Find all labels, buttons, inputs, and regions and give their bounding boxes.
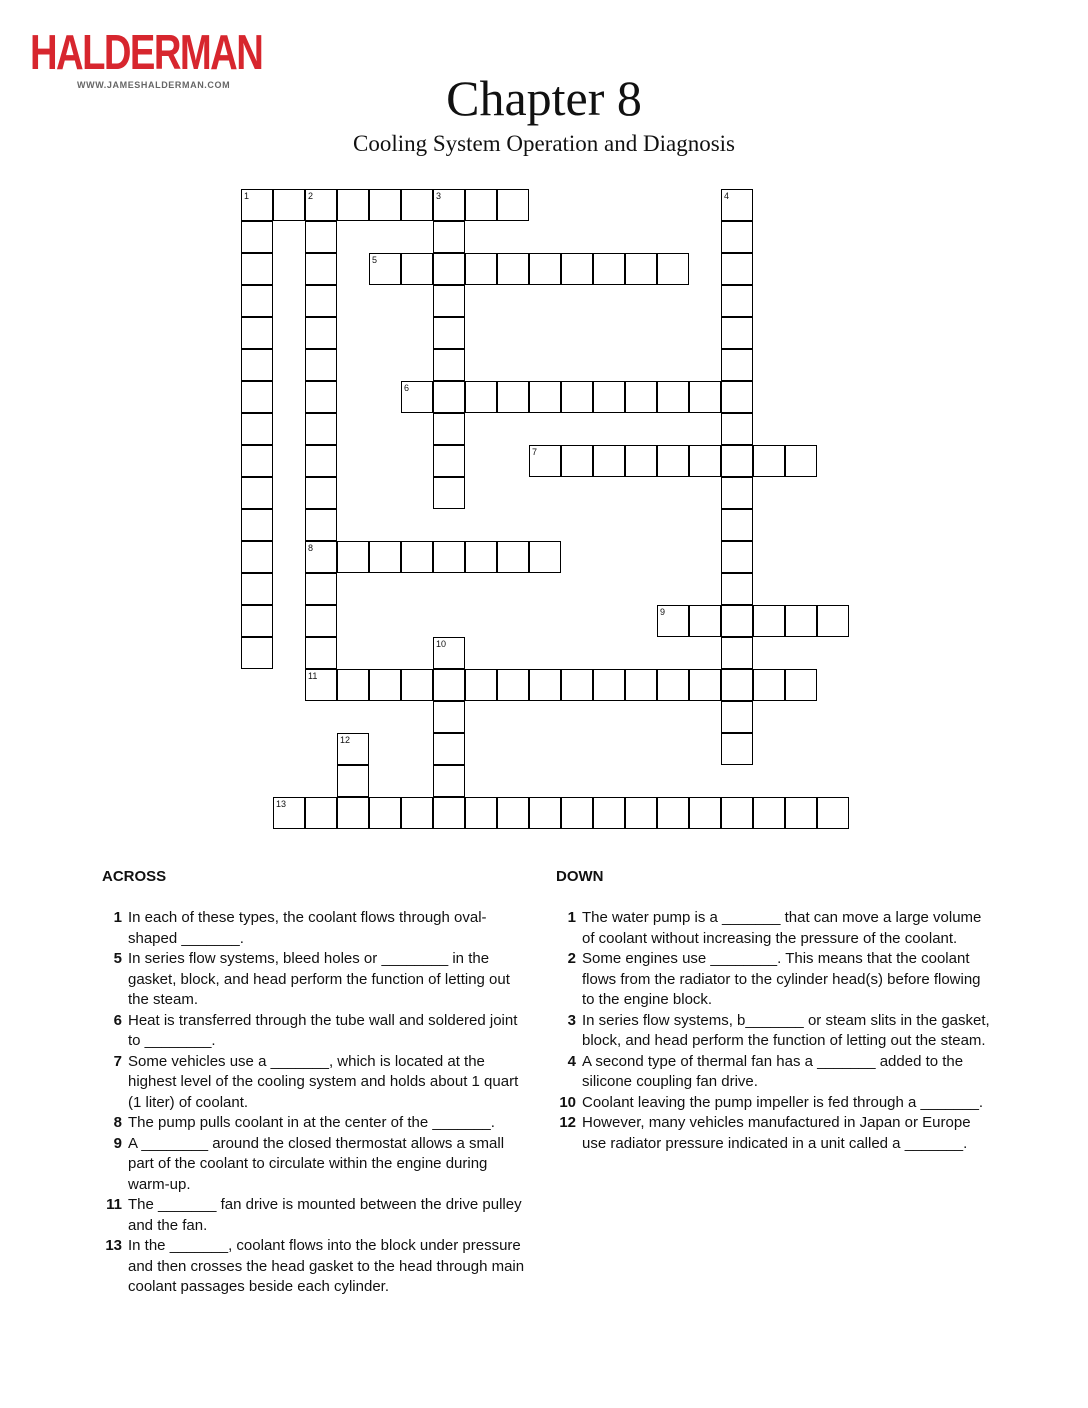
cell-number: 1 — [244, 191, 250, 201]
crossword-cell[interactable] — [529, 669, 561, 701]
crossword-cell[interactable] — [721, 637, 753, 669]
crossword-cell[interactable] — [497, 541, 529, 573]
crossword-cell[interactable] — [401, 541, 433, 573]
crossword-cell[interactable] — [401, 669, 433, 701]
crossword-cell[interactable] — [433, 733, 465, 765]
crossword-cell[interactable] — [817, 797, 849, 829]
crossword-cell[interactable] — [721, 253, 753, 285]
clue-text: The water pump is a _______ that can move a large volume of coolant without increasing the pressure of the coolant. — [582, 909, 982, 947]
crossword-cell[interactable] — [305, 573, 337, 605]
down-clue-list — [552, 908, 992, 1154]
down-clue — [552, 908, 992, 949]
crossword-cell[interactable] — [401, 381, 433, 413]
clue-text: In the _______, coolant flows into the block under pressure and then crosses the head gasket to the head through main coolant passages beside each cylinder. — [128, 1237, 525, 1295]
clue-text: However, many vehicles manufactured in Japan or Europe use radiator pressure indicated in a unit called a _______. — [582, 1114, 971, 1152]
crossword-cell[interactable] — [433, 445, 465, 477]
down-clue — [552, 1113, 992, 1154]
crossword-cell[interactable] — [817, 605, 849, 637]
cell-number: 9 — [660, 607, 666, 617]
clue-text: The _______ fan drive is mounted between the drive pulley and the fan. — [128, 1196, 522, 1234]
clue-number: 9 — [113, 1134, 122, 1152]
clue-number: 5 — [113, 950, 122, 967]
crossword-cell[interactable] — [241, 541, 273, 573]
crossword-cell[interactable] — [721, 349, 753, 381]
crossword-cell[interactable] — [433, 541, 465, 573]
clue-number: 1 — [567, 909, 576, 926]
crossword-cell[interactable] — [369, 797, 401, 829]
crossword-cell[interactable] — [561, 797, 593, 829]
clue-text: Coolant leaving the pump impeller is fed through a _______. — [582, 1093, 984, 1111]
crossword-cell[interactable] — [593, 445, 625, 477]
crossword-cell[interactable] — [657, 605, 689, 637]
crossword-cell[interactable] — [625, 669, 657, 701]
crossword-cell[interactable] — [337, 541, 369, 573]
across-clue-list — [98, 908, 528, 1298]
crossword-cell[interactable] — [241, 285, 273, 317]
crossword-cell[interactable] — [657, 669, 689, 701]
crossword-cell[interactable] — [401, 797, 433, 829]
crossword-cell[interactable] — [433, 189, 465, 221]
crossword-cell[interactable] — [689, 381, 721, 413]
crossword-cell[interactable] — [529, 541, 561, 573]
crossword-cell[interactable] — [721, 541, 753, 573]
crossword-cell[interactable] — [721, 445, 753, 477]
crossword-cell[interactable] — [305, 541, 337, 573]
crossword-cell[interactable] — [369, 669, 401, 701]
crossword-cell[interactable] — [241, 413, 273, 445]
crossword-cell[interactable] — [561, 253, 593, 285]
crossword-cell[interactable] — [721, 189, 753, 221]
crossword-cell[interactable] — [241, 381, 273, 413]
clue-text: In series flow systems, b_______ or steam slits in the gasket, block, and head perform the function of letting out the steam. — [582, 1011, 990, 1049]
crossword-cell[interactable] — [625, 797, 657, 829]
crossword-cell[interactable] — [529, 797, 561, 829]
crossword-cell[interactable] — [753, 445, 785, 477]
crossword-cell[interactable] — [241, 349, 273, 381]
cell-number: 7 — [532, 447, 538, 457]
crossword-cell[interactable] — [593, 669, 625, 701]
crossword-cell[interactable] — [561, 445, 593, 477]
crossword-cell[interactable] — [433, 253, 465, 285]
crossword-cell[interactable] — [433, 765, 465, 797]
cell-number: 13 — [276, 799, 287, 809]
crossword-cell[interactable] — [305, 381, 337, 413]
crossword-cell[interactable] — [497, 381, 529, 413]
crossword-cell[interactable] — [337, 765, 369, 797]
crossword-cell[interactable] — [305, 349, 337, 381]
across-clue — [98, 1195, 528, 1236]
crossword-cell[interactable] — [369, 253, 401, 285]
cell-number: 5 — [372, 255, 378, 265]
clue-text: A ________ around the closed thermostat allows a small part of the coolant to circulate within the engine during warm-up. — [128, 1134, 505, 1193]
crossword-cell[interactable] — [497, 797, 529, 829]
crossword-cell[interactable] — [241, 221, 273, 253]
clue-text: In series flow systems, bleed holes or ________ in the gasket, block, and head perform the function of letting out the steam. — [128, 950, 510, 1008]
crossword-cell[interactable] — [625, 381, 657, 413]
clue-number: 2 — [567, 950, 576, 967]
crossword-cell[interactable] — [369, 541, 401, 573]
crossword-cell[interactable] — [433, 381, 465, 413]
cell-number: 12 — [340, 735, 351, 745]
crossword-cell[interactable] — [721, 221, 753, 253]
crossword-cell[interactable] — [305, 189, 337, 221]
clue-number: 7 — [113, 1052, 122, 1070]
crossword-cell[interactable] — [465, 253, 497, 285]
down-clue — [552, 1093, 992, 1114]
crossword-cell[interactable] — [753, 797, 785, 829]
clue-number: 11 — [106, 1196, 122, 1213]
crossword-cell[interactable] — [529, 381, 561, 413]
clue-number: 1 — [113, 909, 122, 926]
cell-number: 10 — [436, 639, 447, 649]
crossword-cell[interactable] — [241, 573, 273, 605]
crossword-cell[interactable] — [785, 669, 817, 701]
clue-number: 3 — [567, 1011, 576, 1029]
clue-number: 10 — [559, 1093, 576, 1111]
crossword-cell[interactable] — [689, 445, 721, 477]
crossword-cell[interactable] — [305, 253, 337, 285]
crossword-cell[interactable] — [273, 797, 305, 829]
clue-text: Some engines use ________. This means that the coolant flows from the radiator to the cylinder head(s) before flowing to the engine block. — [582, 950, 981, 1008]
across-clue — [98, 908, 528, 949]
crossword-cell[interactable] — [433, 349, 465, 381]
down-clue — [552, 1052, 992, 1093]
crossword-cell[interactable] — [337, 189, 369, 221]
clue-text: The pump pulls coolant in at the center of the _______. — [128, 1114, 495, 1131]
crossword-cell[interactable] — [785, 797, 817, 829]
crossword-cell[interactable] — [433, 797, 465, 829]
crossword-cell[interactable] — [721, 381, 753, 413]
page-subtitle: Cooling System Operation and Diagnosis — [352, 131, 736, 156]
crossword-cell[interactable] — [305, 221, 337, 253]
crossword-cell[interactable] — [753, 669, 785, 701]
crossword-cell[interactable] — [721, 509, 753, 541]
crossword-cell[interactable] — [465, 669, 497, 701]
crossword-cell[interactable] — [337, 733, 369, 765]
crossword-cell[interactable] — [721, 733, 753, 765]
crossword-cell[interactable] — [657, 253, 689, 285]
down-clue — [552, 1011, 992, 1052]
clue-text: In each of these types, the coolant flows through oval-shaped _______. — [128, 909, 487, 947]
page-title: Chapter 8 — [446, 70, 642, 126]
crossword-cell[interactable] — [433, 285, 465, 317]
crossword-cell[interactable] — [337, 797, 369, 829]
crossword-cell[interactable] — [305, 509, 337, 541]
crossword-cell[interactable] — [529, 445, 561, 477]
crossword-cell[interactable] — [721, 477, 753, 509]
crossword-cell[interactable] — [465, 797, 497, 829]
cell-number: 11 — [308, 671, 318, 681]
crossword-cell[interactable] — [241, 189, 273, 221]
crossword-cell[interactable] — [657, 445, 689, 477]
across-clue — [98, 949, 528, 1011]
across-heading: ACROSS — [102, 868, 167, 885]
crossword-cell[interactable] — [721, 797, 753, 829]
crossword-cell[interactable] — [433, 669, 465, 701]
crossword-cell[interactable] — [241, 605, 273, 637]
crossword-cell[interactable] — [433, 701, 465, 733]
cell-number: 3 — [436, 191, 442, 201]
cell-number: 2 — [308, 191, 314, 201]
crossword-cell[interactable] — [593, 253, 625, 285]
crossword-cell[interactable] — [433, 477, 465, 509]
down-clue — [552, 949, 992, 1011]
across-clue — [98, 1113, 528, 1134]
clue-text: Heat is transferred through the tube wall and soldered joint to ________. — [128, 1011, 518, 1049]
crossword-cell[interactable] — [497, 669, 529, 701]
crossword-cell[interactable] — [305, 797, 337, 829]
crossword-cell[interactable] — [657, 381, 689, 413]
crossword-cell[interactable] — [305, 605, 337, 637]
cell-number: 8 — [308, 543, 314, 553]
clue-text: Some vehicles use a _______, which is located at the highest level of the cooling system and holds about 1 quart (1 liter) of coolant. — [128, 1052, 519, 1111]
crossword-cell[interactable] — [241, 509, 273, 541]
crossword-cell[interactable] — [753, 605, 785, 637]
clue-number: 12 — [559, 1114, 576, 1131]
crossword-cell[interactable] — [241, 445, 273, 477]
crossword-cell[interactable] — [689, 797, 721, 829]
crossword-cell[interactable] — [721, 285, 753, 317]
crossword-cell[interactable] — [241, 317, 273, 349]
crossword-cell[interactable] — [305, 637, 337, 669]
crossword-cell[interactable] — [305, 285, 337, 317]
crossword-cell[interactable] — [433, 317, 465, 349]
down-heading: DOWN — [556, 868, 604, 885]
clue-number: 4 — [567, 1052, 576, 1070]
crossword-cell[interactable] — [689, 669, 721, 701]
crossword-cell[interactable] — [305, 317, 337, 349]
crossword-cell[interactable] — [625, 253, 657, 285]
cell-number: 4 — [724, 191, 730, 201]
crossword-cell[interactable] — [241, 253, 273, 285]
logo-brand-text: HALDERMAN — [30, 26, 263, 80]
clue-text: A second type of thermal fan has a _______ added to the silicone coupling fan drive. — [582, 1052, 964, 1090]
clue-number: 13 — [105, 1237, 122, 1254]
crossword-cell[interactable] — [593, 797, 625, 829]
crossword-cell[interactable] — [497, 189, 529, 221]
crossword-cell[interactable] — [433, 413, 465, 445]
crossword-cell[interactable] — [689, 605, 721, 637]
clue-number: 8 — [113, 1114, 122, 1131]
crossword-cell[interactable] — [305, 477, 337, 509]
crossword-cell[interactable] — [305, 669, 337, 701]
cell-number: 6 — [404, 383, 410, 393]
crossword-cell[interactable] — [465, 541, 497, 573]
crossword-cell[interactable] — [433, 221, 465, 253]
logo-url-text: WWW.JAMESHALDERMAN.COM — [77, 80, 231, 90]
crossword-cell[interactable] — [273, 189, 305, 221]
crossword-cell[interactable] — [721, 573, 753, 605]
crossword-cell[interactable] — [721, 317, 753, 349]
crossword-cell[interactable] — [785, 445, 817, 477]
crossword-cell[interactable] — [561, 381, 593, 413]
across-clue — [98, 1052, 528, 1114]
crossword-cell[interactable] — [497, 253, 529, 285]
crossword-cell[interactable] — [401, 189, 433, 221]
crossword-cell[interactable] — [721, 413, 753, 445]
clue-number: 6 — [113, 1011, 122, 1029]
crossword-cell[interactable] — [401, 253, 433, 285]
crossword-cell[interactable] — [721, 701, 753, 733]
crossword-cell[interactable] — [465, 381, 497, 413]
crossword-cell[interactable] — [305, 445, 337, 477]
crossword-cell[interactable] — [785, 605, 817, 637]
crossword-cell[interactable] — [529, 253, 561, 285]
crossword-cell[interactable] — [369, 189, 401, 221]
crossword-cell[interactable] — [241, 477, 273, 509]
crossword-cell[interactable] — [433, 637, 465, 669]
crossword-cell[interactable] — [465, 189, 497, 221]
crossword-cell[interactable] — [625, 445, 657, 477]
across-clue — [98, 1134, 528, 1196]
across-clue — [98, 1011, 528, 1052]
crossword-cell[interactable] — [657, 797, 689, 829]
crossword-cell[interactable] — [241, 637, 273, 669]
crossword-cell[interactable] — [305, 413, 337, 445]
across-clue — [98, 1236, 528, 1298]
crossword-cell[interactable] — [593, 381, 625, 413]
crossword-cell[interactable] — [561, 669, 593, 701]
crossword-cell[interactable] — [721, 669, 753, 701]
crossword-cell[interactable] — [721, 605, 753, 637]
crossword-cell[interactable] — [337, 669, 369, 701]
